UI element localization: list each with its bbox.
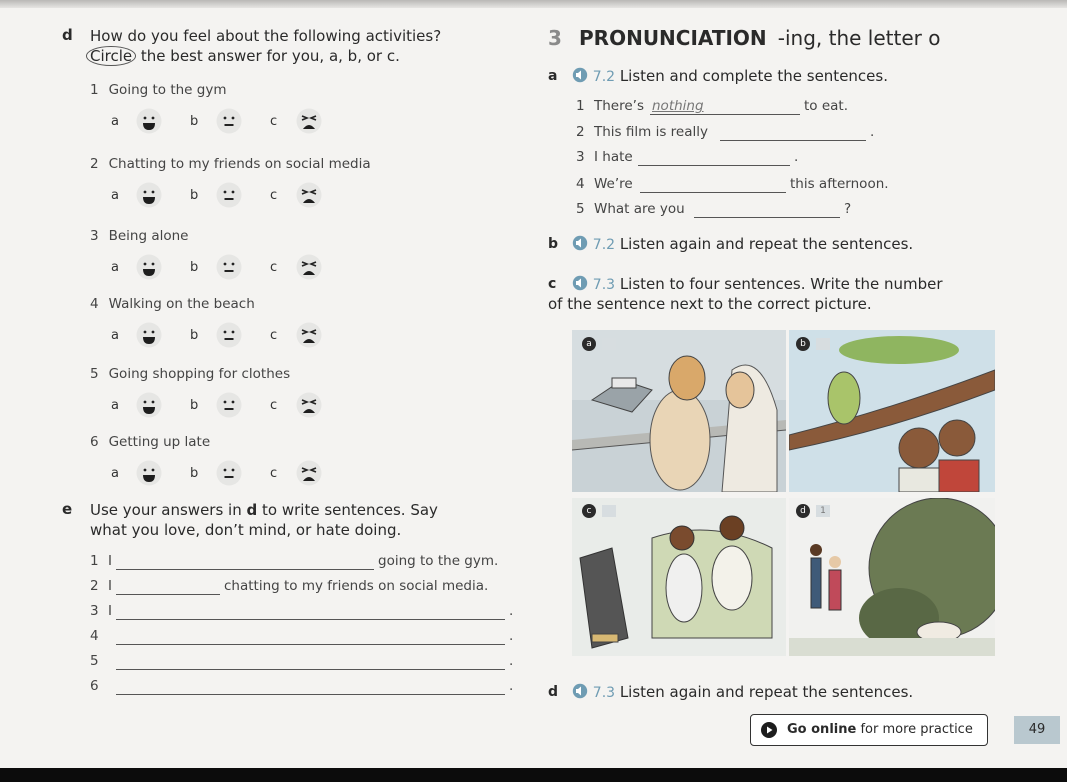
- option-label-c: c: [270, 398, 278, 413]
- sentence-number: 3: [576, 149, 585, 165]
- option-label-a: a: [111, 188, 119, 203]
- sentence-end: to eat.: [804, 98, 849, 114]
- circle-word: Circle: [86, 46, 136, 66]
- section-number: 3: [548, 26, 562, 50]
- instr-part1: Use your answers in: [90, 501, 242, 519]
- blank-line[interactable]: [638, 151, 790, 166]
- activity-item: [90, 434, 210, 450]
- part-b-letter: b: [548, 236, 559, 252]
- audio-track: 7.2: [592, 69, 616, 85]
- activity-item: [90, 366, 290, 382]
- line-suffix: chatting to my friends on social media.: [224, 578, 489, 594]
- item-number: 3: [90, 228, 99, 244]
- angry-face-icon[interactable]: [296, 392, 322, 418]
- instruction-rest: the best answer for you, a, b, or c.: [140, 47, 400, 65]
- sentence-number: 2: [576, 124, 585, 140]
- sentence-number: 5: [576, 201, 585, 217]
- angry-face-icon[interactable]: [296, 182, 322, 208]
- sentence-number: 1: [576, 98, 585, 114]
- audio-track: 7.3: [592, 685, 616, 701]
- go-online-button[interactable]: [750, 714, 988, 746]
- picture-b: [789, 330, 995, 492]
- sentence-end: .: [794, 149, 799, 165]
- answer-line[interactable]: [116, 680, 505, 695]
- picture-b-badge: b: [796, 337, 810, 351]
- section-subtitle: -ing, the letter o: [777, 26, 941, 50]
- item-text: Being alone: [108, 228, 189, 244]
- activity-item: [90, 82, 226, 98]
- picture-c: [572, 498, 786, 656]
- item-number: 5: [90, 366, 99, 382]
- line-prefix: I: [108, 578, 112, 594]
- picture-d-badge: d: [796, 504, 810, 518]
- blank-line[interactable]: [694, 203, 840, 218]
- audio-icon[interactable]: [572, 235, 588, 251]
- sentence-start: There’s: [594, 98, 644, 114]
- happy-face-icon[interactable]: [136, 392, 162, 418]
- angry-face-icon[interactable]: [296, 254, 322, 280]
- item-text: Going to the gym: [108, 82, 227, 98]
- section-d-instruction-2: [86, 46, 400, 66]
- instruction-text: Listen to four sentences. Write the number: [619, 275, 943, 293]
- park-bush-illustration: [789, 498, 995, 656]
- option-label-b: b: [190, 260, 199, 275]
- part-d-instruction[interactable]: [572, 682, 913, 703]
- neutral-face-icon[interactable]: [216, 322, 242, 348]
- audio-track: 7.2: [592, 237, 616, 253]
- bird-men-illustration: [789, 330, 995, 492]
- pronunciation-header: [548, 26, 940, 50]
- item-number: 2: [90, 156, 99, 172]
- item-text: Walking on the beach: [108, 296, 255, 312]
- line-number: 2: [90, 578, 99, 594]
- picture-d: [789, 498, 995, 656]
- option-label-a: a: [111, 260, 119, 275]
- picture-c-badge: c: [582, 504, 596, 518]
- section-d-letter: d: [62, 26, 73, 44]
- line-suffix: .: [509, 603, 514, 619]
- picture-a-badge: a: [582, 337, 596, 351]
- picture-d-answer-box[interactable]: 1: [816, 505, 830, 517]
- option-label-a: a: [111, 114, 119, 129]
- section-d-instruction-1: How do you feel about the following activities?: [90, 27, 442, 45]
- audio-icon[interactable]: [572, 67, 588, 83]
- sofa-couple-illustration: [572, 498, 786, 656]
- sentence-end: .: [870, 124, 875, 140]
- neutral-face-icon[interactable]: [216, 254, 242, 280]
- line-number: 5: [90, 653, 99, 669]
- neutral-face-icon[interactable]: [216, 392, 242, 418]
- happy-face-icon[interactable]: [136, 182, 162, 208]
- page-number: 49: [1014, 716, 1060, 744]
- instruction-text: Listen again and repeat the sentences.: [619, 683, 914, 701]
- picture-a: [572, 330, 786, 492]
- sentence-end: ?: [844, 201, 852, 217]
- instr-part2: to write sentences. Say: [262, 501, 438, 519]
- audio-track: 7.3: [592, 277, 616, 293]
- section-e-instruction-2: what you love, don’t mind, or hate doing.: [90, 521, 402, 539]
- line-prefix: I: [108, 603, 112, 619]
- option-label-a: a: [111, 398, 119, 413]
- part-a-letter: a: [548, 68, 558, 84]
- item-text: Chatting to my friends on social media: [108, 156, 371, 172]
- play-icon: [761, 722, 777, 738]
- part-c-instruction-1[interactable]: [572, 274, 943, 295]
- answer-line[interactable]: [116, 580, 220, 595]
- option-label-b: b: [190, 466, 199, 481]
- blank-line[interactable]: [720, 126, 866, 141]
- section-e-instruction-1: [90, 500, 438, 520]
- option-label-b: b: [190, 328, 199, 343]
- angry-face-icon[interactable]: [296, 460, 322, 486]
- instruction-text: Listen again and repeat the sentences.: [619, 235, 914, 253]
- answer-line[interactable]: [116, 655, 505, 670]
- answer-line[interactable]: [116, 630, 505, 645]
- option-label-c: c: [270, 188, 278, 203]
- item-text: Getting up late: [108, 434, 211, 450]
- part-c-instruction-2: of the sentence next to the correct picture.: [548, 295, 872, 313]
- scan-bottom-edge: [0, 768, 1067, 782]
- line-suffix: .: [509, 653, 514, 669]
- neutral-face-icon[interactable]: [216, 108, 242, 134]
- sentence-start: We’re: [594, 176, 633, 192]
- go-online-label: Go online for more practice: [787, 722, 973, 737]
- line-number: 1: [90, 553, 99, 569]
- audio-icon[interactable]: [572, 683, 588, 699]
- activity-item: [90, 228, 188, 244]
- picture-a-answer-box[interactable]: [602, 338, 616, 350]
- section-e-letter: e: [62, 500, 73, 518]
- happy-face-icon[interactable]: [136, 108, 162, 134]
- section-title: PRONUNCIATION: [579, 26, 767, 50]
- neutral-face-icon[interactable]: [216, 182, 242, 208]
- part-c-letter: c: [548, 276, 557, 292]
- option-label-c: c: [270, 260, 278, 275]
- picture-b-answer-box[interactable]: [816, 338, 830, 350]
- line-number: 4: [90, 628, 99, 644]
- angry-face-icon[interactable]: [296, 108, 322, 134]
- line-suffix: .: [509, 628, 514, 644]
- boat-couple-illustration: [572, 330, 786, 492]
- sentence-end: this afternoon.: [790, 176, 889, 192]
- part-b-instruction[interactable]: [572, 234, 913, 255]
- option-label-c: c: [270, 114, 278, 129]
- item-number: 4: [90, 296, 99, 312]
- activity-item: [90, 156, 371, 172]
- item-number: 6: [90, 434, 99, 450]
- angry-face-icon[interactable]: [296, 322, 322, 348]
- answer-line[interactable]: [116, 605, 505, 620]
- answer-line[interactable]: [116, 555, 374, 570]
- line-suffix: .: [509, 678, 514, 694]
- option-label-b: b: [190, 188, 199, 203]
- audio-icon[interactable]: [572, 275, 588, 291]
- line-number: 6: [90, 678, 99, 694]
- sentence-start: This film is really: [594, 124, 708, 140]
- item-text: Going shopping for clothes: [108, 366, 291, 382]
- option-label-b: b: [190, 114, 199, 129]
- option-label-b: b: [190, 398, 199, 413]
- instruction-text: Listen and complete the sentences.: [619, 67, 888, 85]
- sentence-start: I hate: [594, 149, 633, 165]
- sentence-start: What are you: [594, 201, 685, 217]
- option-label-c: c: [270, 466, 278, 481]
- happy-face-icon[interactable]: [136, 460, 162, 486]
- line-number: 3: [90, 603, 99, 619]
- part-a-instruction[interactable]: [572, 66, 888, 87]
- neutral-face-icon[interactable]: [216, 460, 242, 486]
- option-label-a: a: [111, 328, 119, 343]
- blank-line[interactable]: [640, 178, 786, 193]
- part-d-letter: d: [548, 684, 559, 700]
- line-prefix: I: [108, 553, 112, 569]
- happy-face-icon[interactable]: [136, 322, 162, 348]
- sentence-number: 4: [576, 176, 585, 192]
- option-label-c: c: [270, 328, 278, 343]
- instr-bold: d: [246, 501, 258, 519]
- scan-top-edge: [0, 0, 1067, 8]
- picture-c-answer-box[interactable]: [602, 505, 616, 517]
- line-suffix: going to the gym.: [378, 553, 499, 569]
- activity-item: [90, 296, 255, 312]
- happy-face-icon[interactable]: [136, 254, 162, 280]
- filled-answer: nothing: [652, 98, 704, 114]
- item-number: 1: [90, 82, 99, 98]
- option-label-a: a: [111, 466, 119, 481]
